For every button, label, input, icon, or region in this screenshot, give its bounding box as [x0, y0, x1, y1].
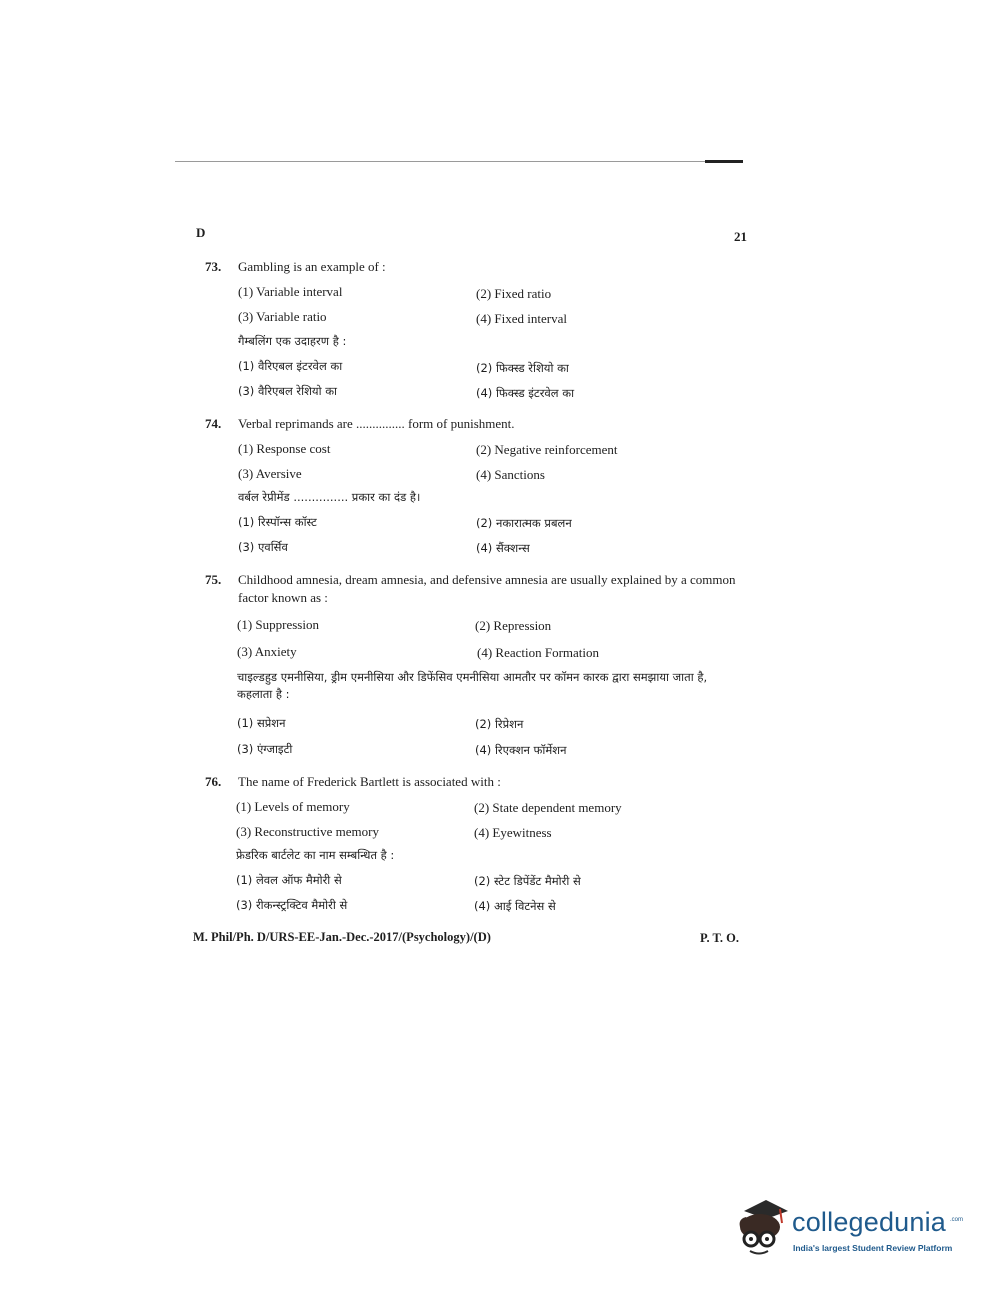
set-code: D — [196, 225, 206, 240]
q73-option-2: (2) Fixed ratio — [476, 286, 552, 301]
q74-option-3: (3) Aversive — [238, 466, 302, 481]
logo-suffix: .com — [950, 1217, 964, 1223]
paper-code: M. Phil/Ph. D/URS-EE-Jan.-Dec.-2017/(Psychology)/(D) — [193, 930, 491, 944]
q73-hindi-option-3: (3) वैरिएबल रेशियो का — [238, 384, 338, 398]
q76-hindi-option-1: (1) लेवल ऑफ मैमोरी से — [236, 873, 342, 887]
q76-hindi-option-3: (3) रीकन्स्ट्रक्टिव मैमोरी से — [236, 898, 348, 912]
q76-hindi-option-4: (4) आई विटनेस से — [474, 899, 556, 913]
logo-tagline: India's largest Student Review Platform — [793, 1243, 953, 1253]
q75-option-4: (4) Reaction Formation — [477, 645, 600, 660]
q74-hindi-option-2: (2) नकारात्मक प्रबलन — [476, 516, 572, 530]
question-text: Childhood amnesia, dream amnesia, and defensive amnesia are usually explained by a common factor known as : — [238, 572, 736, 605]
q76-option-4: (4) Eyewitness — [474, 825, 552, 840]
q73-hindi-text: गैम्बलिंग एक उदाहरण है : — [238, 334, 347, 348]
pto-label: P. T. O. — [700, 931, 740, 945]
mascot-icon — [736, 1197, 792, 1259]
q73-hindi-option-4: (4) फिक्स्ड इंटरवेल का — [476, 386, 575, 400]
q74-hindi-option-4: (4) सैंक्शन्स — [476, 541, 530, 555]
q74-hindi-text: वर्बल रेप्रीमेंड ............... प्रकार का दंड है। — [238, 490, 421, 504]
q73-option-1: (1) Variable interval — [238, 284, 343, 299]
logo-wordmark: collegedunia — [792, 1207, 947, 1237]
q73-hindi-option-2: (2) फिक्स्ड रेशियो का — [476, 361, 569, 375]
top-rule — [175, 161, 740, 162]
q74-hindi-option-3: (3) एवर्सिव — [238, 540, 288, 554]
collegedunia-logo — [736, 1197, 966, 1267]
question-text: The name of Frederick Bartlett is associated with : — [238, 774, 501, 789]
q75-hindi-option-2: (2) रिप्रेशन — [475, 717, 524, 731]
q74-option-4: (4) Sanctions — [476, 467, 545, 482]
q76-option-3: (3) Reconstructive memory — [236, 824, 379, 839]
question-number: 75. — [205, 572, 222, 587]
question-number: 76. — [205, 774, 222, 789]
q74-option-2: (2) Negative reinforcement — [476, 442, 618, 457]
q73-hindi-option-1: (1) वैरिएबल इंटरवेल का — [238, 359, 343, 373]
q75-option-1: (1) Suppression — [237, 617, 319, 632]
q74-hindi-option-1: (1) रिस्पॉन्स कॉस्ट — [238, 515, 317, 529]
q73-option-4: (4) Fixed interval — [476, 311, 567, 326]
top-rule-dash — [705, 160, 743, 163]
q73-option-3: (3) Variable ratio — [238, 309, 327, 324]
q76-option-1: (1) Levels of memory — [236, 799, 350, 814]
q76-option-2: (2) State dependent memory — [474, 800, 622, 815]
page-number: 21 — [734, 229, 747, 244]
q75-hindi-text: चाइल्डहुड एमनीसिया, ड्रीम एमनीसिया और डिफेंसिव एमनीसिया आमतौर पर कॉमन कारक द्वारा समझाया जाता है, कहलाता है : — [237, 670, 708, 701]
q75-option-3: (3) Anxiety — [237, 644, 297, 659]
question-number: 74. — [205, 416, 222, 431]
q75-hindi-option-3: (3) एंग्जाइटी — [237, 742, 293, 756]
q76-hindi-text: फ्रेडरिक बार्टलेट का नाम सम्बन्धित है : — [236, 848, 395, 862]
q74-option-1: (1) Response cost — [238, 441, 331, 456]
q76-hindi-option-2: (2) स्टेट डिपेंडेंट मैमोरी से — [474, 874, 581, 888]
question-text: Verbal reprimands are ............... form of punishment. — [238, 416, 515, 431]
question-number: 73. — [205, 259, 222, 274]
q75-hindi-option-1: (1) सप्रेशन — [237, 716, 286, 730]
q75-hindi-option-4: (4) रिएक्शन फॉर्मेशन — [475, 743, 567, 757]
q75-option-2: (2) Repression — [475, 618, 552, 633]
question-text: Gambling is an example of : — [238, 259, 386, 274]
